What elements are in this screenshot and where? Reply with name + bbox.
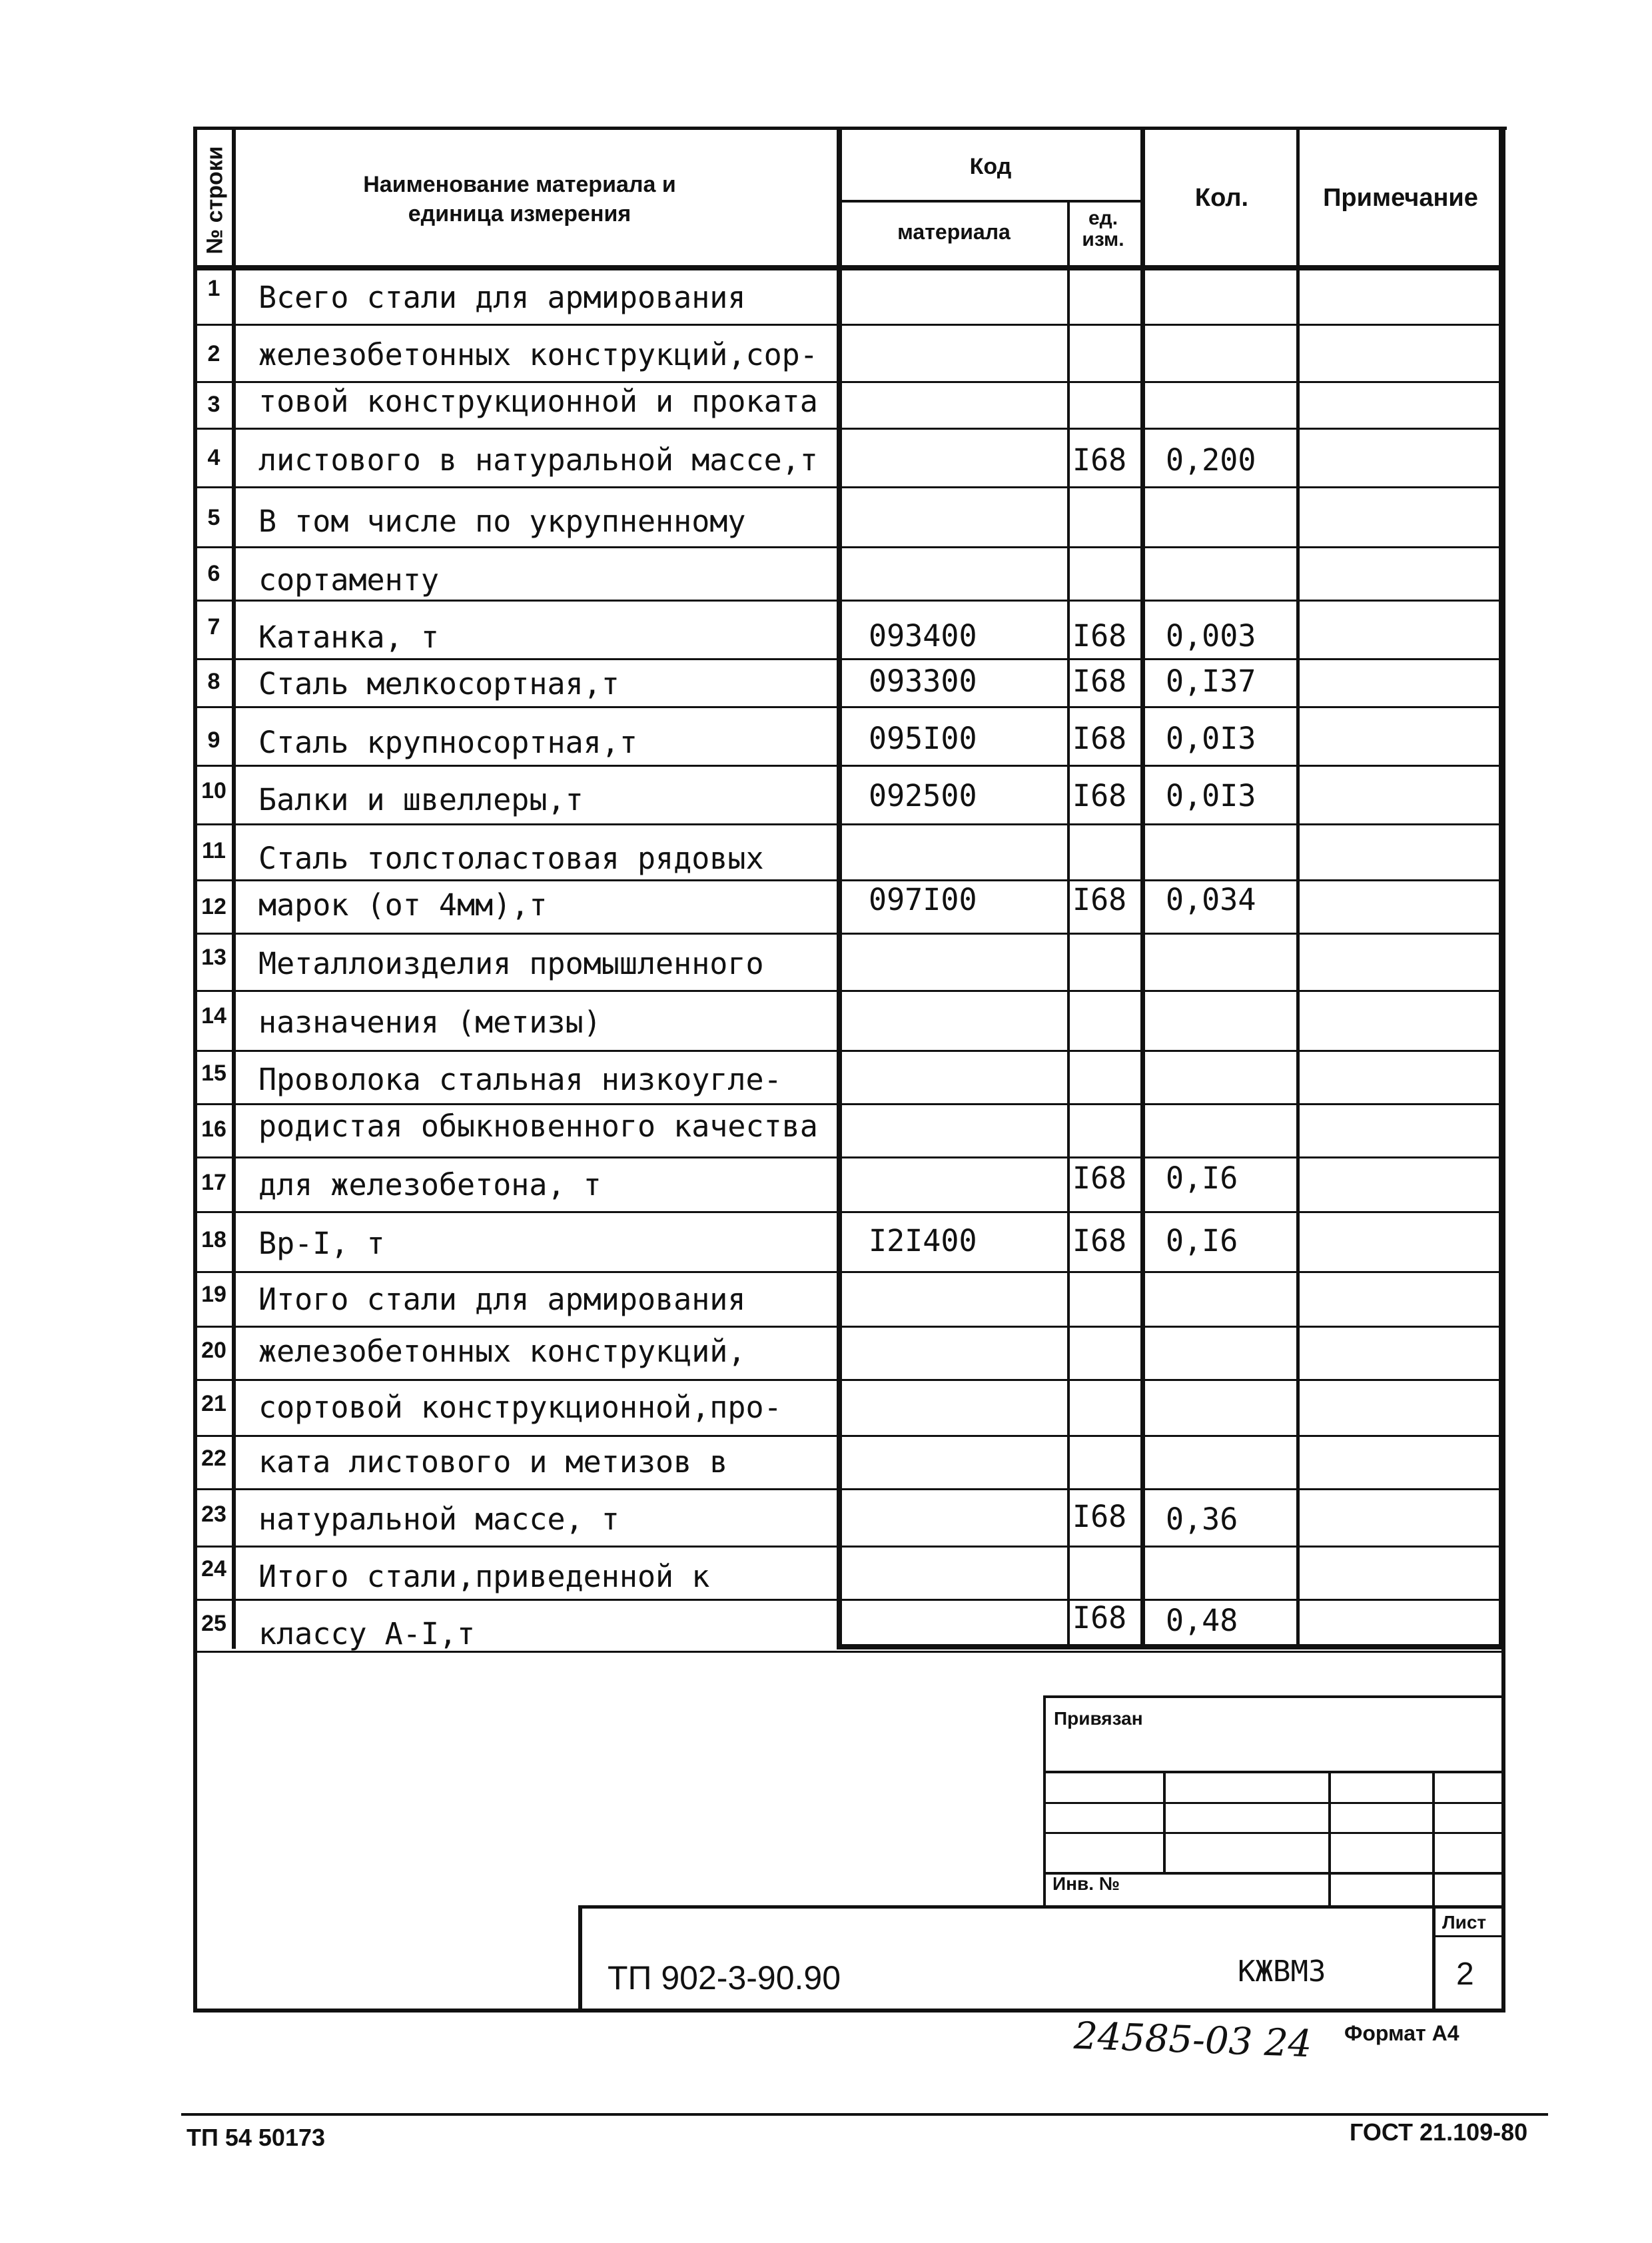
material-name: листового в натуральной массе,т bbox=[258, 442, 818, 478]
sheet-cell-left bbox=[1432, 1905, 1436, 2012]
material-name: Сталь мелкосортная,т bbox=[258, 666, 620, 701]
row-rule bbox=[195, 823, 1500, 825]
material-code: I2I400 bbox=[869, 1223, 977, 1258]
row-rule bbox=[195, 879, 1500, 881]
material-code: 097I00 bbox=[869, 882, 977, 917]
col-line-note bbox=[1296, 130, 1300, 1649]
stamp-col bbox=[1432, 1771, 1435, 1907]
frame-top bbox=[195, 127, 1507, 130]
inv-no-label: Инв. № bbox=[1052, 1873, 1120, 1894]
row-number: 10 bbox=[201, 778, 226, 803]
row-number: 12 bbox=[201, 894, 226, 919]
quantity-value: 0,003 bbox=[1166, 618, 1256, 654]
row-rule bbox=[195, 706, 1500, 708]
row-number: 19 bbox=[201, 1282, 226, 1307]
row-number: 13 bbox=[201, 945, 226, 970]
stamp-box-top bbox=[1043, 1695, 1503, 1698]
row-rule bbox=[195, 658, 1500, 660]
row-rule bbox=[195, 381, 1500, 383]
unit-code: I68 bbox=[1072, 1223, 1127, 1258]
row-rule bbox=[195, 546, 1500, 548]
frame-bottom bbox=[193, 2009, 1505, 2013]
quantity-value: 0,I6 bbox=[1166, 1160, 1238, 1196]
col-line-qty bbox=[1140, 130, 1145, 1649]
material-name: сортаменту bbox=[258, 562, 439, 598]
material-name: товой конструкционной и проката bbox=[258, 384, 818, 419]
sheet-number: 2 bbox=[1456, 1957, 1474, 1992]
row-number: 18 bbox=[201, 1227, 226, 1252]
left-archive-code: ТП 54 50173 bbox=[187, 2124, 326, 2151]
header-divider-code bbox=[841, 200, 1142, 203]
material-name: Металлоизделия промышленного bbox=[258, 946, 764, 981]
linked-label: Привязан bbox=[1054, 1708, 1143, 1729]
row-number: 3 bbox=[207, 392, 220, 417]
unit-code: I68 bbox=[1072, 1600, 1127, 1635]
quantity-value: 0,200 bbox=[1166, 442, 1256, 478]
row-number: 16 bbox=[201, 1117, 226, 1142]
row-rule bbox=[195, 1156, 1500, 1158]
row-rule bbox=[195, 486, 1500, 488]
row-number: 20 bbox=[201, 1338, 226, 1363]
material-name: железобетонных конструкций,сор- bbox=[258, 337, 818, 372]
name-header: Наименование материала и единица измерения bbox=[363, 172, 676, 226]
unit-code: I68 bbox=[1072, 1499, 1127, 1534]
material-name: Балки и швеллеры,т bbox=[258, 782, 584, 817]
row-rule bbox=[195, 428, 1500, 430]
row-number: 17 bbox=[201, 1170, 226, 1195]
table-bottom-rule bbox=[837, 1644, 1505, 1649]
row-number: 4 bbox=[207, 445, 220, 470]
row-number: 24 bbox=[201, 1556, 226, 1581]
row-number: 11 bbox=[202, 838, 226, 863]
col-line-code bbox=[837, 130, 842, 1649]
material-name: классу А-I,т bbox=[258, 1616, 476, 1651]
row-number: 9 bbox=[207, 727, 220, 753]
material-name: марок (от 4мм),т bbox=[258, 887, 548, 923]
drawing-mark: КЖВМ3 bbox=[1238, 1955, 1326, 1989]
material-name: родистая обыкновенного качества bbox=[258, 1109, 818, 1144]
row-number: 15 bbox=[201, 1061, 226, 1086]
row-number: 2 bbox=[207, 341, 220, 366]
material-code: 095I00 bbox=[869, 721, 977, 756]
sheet-label: Лист bbox=[1442, 1912, 1487, 1933]
row-rule bbox=[195, 1211, 1500, 1213]
material-code: 093300 bbox=[869, 664, 977, 699]
col-line-right-bold bbox=[1499, 130, 1505, 1649]
row-rule bbox=[195, 1103, 1500, 1105]
material-name: ката листового и метизов в bbox=[258, 1444, 728, 1480]
row-number: 6 bbox=[207, 561, 220, 586]
row-rule bbox=[195, 1326, 1500, 1328]
quantity-value: 0,I37 bbox=[1166, 664, 1256, 699]
unit-code: I68 bbox=[1072, 882, 1127, 917]
stamp-col bbox=[1328, 1771, 1331, 1907]
material-code: 092500 bbox=[869, 778, 977, 813]
row-rule bbox=[195, 933, 1500, 935]
unit-code-header: ед. изм. bbox=[1082, 207, 1124, 250]
material-name: Катанка, т bbox=[258, 620, 439, 655]
gost-label: ГОСТ 21.109-80 bbox=[1350, 2118, 1528, 2146]
material-name: Всего стали для армирования bbox=[258, 280, 746, 315]
bottom-margin-line bbox=[181, 2113, 1548, 2116]
unit-code: I68 bbox=[1072, 1160, 1127, 1196]
row-number: 5 bbox=[207, 505, 220, 530]
quantity-value: 0,48 bbox=[1166, 1603, 1238, 1638]
row-rule bbox=[195, 1271, 1500, 1273]
material-name: Итого стали для армирования bbox=[258, 1282, 746, 1317]
row-number: 22 bbox=[201, 1446, 226, 1471]
sheet-cell-divider bbox=[1432, 1935, 1503, 1937]
row-number: 7 bbox=[207, 614, 220, 640]
material-name: Сталь крупносортная,т bbox=[258, 725, 637, 760]
quantity-value: 0,I6 bbox=[1166, 1223, 1238, 1258]
row-number: 8 bbox=[207, 669, 220, 694]
row-rule bbox=[195, 765, 1500, 767]
format-label: Формат А4 bbox=[1344, 2021, 1459, 2045]
unit-code: I68 bbox=[1072, 778, 1127, 813]
row-rule bbox=[195, 1599, 1500, 1601]
material-name: Проволока стальная низкоугле- bbox=[258, 1062, 782, 1097]
row-rule bbox=[195, 1488, 1500, 1490]
row-rule bbox=[195, 600, 1500, 602]
quantity-value: 0,0I3 bbox=[1166, 721, 1256, 756]
row-rule bbox=[195, 990, 1500, 992]
material-name: сортовой конструкционной,про- bbox=[258, 1390, 782, 1425]
quantity-value: 0,0I3 bbox=[1166, 778, 1256, 813]
code-header: Код bbox=[969, 154, 1012, 179]
quantity-header: Кол. bbox=[1194, 184, 1249, 212]
unit-code: I68 bbox=[1072, 618, 1127, 654]
row-number-header: № строки bbox=[202, 145, 228, 254]
material-code-header: материала bbox=[897, 220, 1011, 244]
unit-code: I68 bbox=[1072, 721, 1127, 756]
col-line-unit bbox=[1067, 200, 1070, 1649]
row-number: 25 bbox=[201, 1611, 226, 1636]
material-name: для железобетона, т bbox=[258, 1167, 602, 1202]
title-block-top bbox=[580, 1905, 1505, 1909]
row-rule bbox=[195, 1050, 1500, 1052]
handwritten-number: 24585-03 24 bbox=[1072, 2014, 1313, 2066]
row-rule bbox=[195, 1546, 1500, 1548]
note-header: Примечание bbox=[1323, 184, 1478, 212]
row-number: 1 bbox=[207, 276, 220, 301]
material-name: В том числе по укрупненному bbox=[258, 504, 746, 539]
quantity-value: 0,034 bbox=[1166, 882, 1256, 917]
row-rule bbox=[195, 324, 1500, 326]
material-name: назначения (метизы) bbox=[258, 1005, 602, 1040]
material-code: 093400 bbox=[869, 618, 977, 654]
row-number: 21 bbox=[201, 1391, 226, 1416]
unit-code: I68 bbox=[1072, 442, 1127, 478]
stamp-col bbox=[1163, 1771, 1166, 1872]
document-code: ТП 902-3-90.90 bbox=[608, 1959, 841, 1997]
material-name: натуральной массе, т bbox=[258, 1502, 620, 1537]
row-number: 23 bbox=[201, 1502, 226, 1527]
material-name: Вр-I, т bbox=[258, 1226, 385, 1261]
row-rule bbox=[195, 1435, 1500, 1437]
material-name: железобетонных конструкций, bbox=[258, 1334, 746, 1369]
material-name: Сталь толстоластовая рядовых bbox=[258, 841, 764, 876]
quantity-value: 0,36 bbox=[1166, 1502, 1238, 1537]
header-bottom-rule bbox=[195, 265, 1504, 270]
row-number: 14 bbox=[201, 1003, 226, 1029]
title-block-left bbox=[578, 1905, 582, 2012]
unit-code: I68 bbox=[1072, 664, 1127, 699]
row-rule bbox=[195, 1379, 1500, 1381]
material-name: Итого стали,приведенной к bbox=[258, 1559, 710, 1594]
